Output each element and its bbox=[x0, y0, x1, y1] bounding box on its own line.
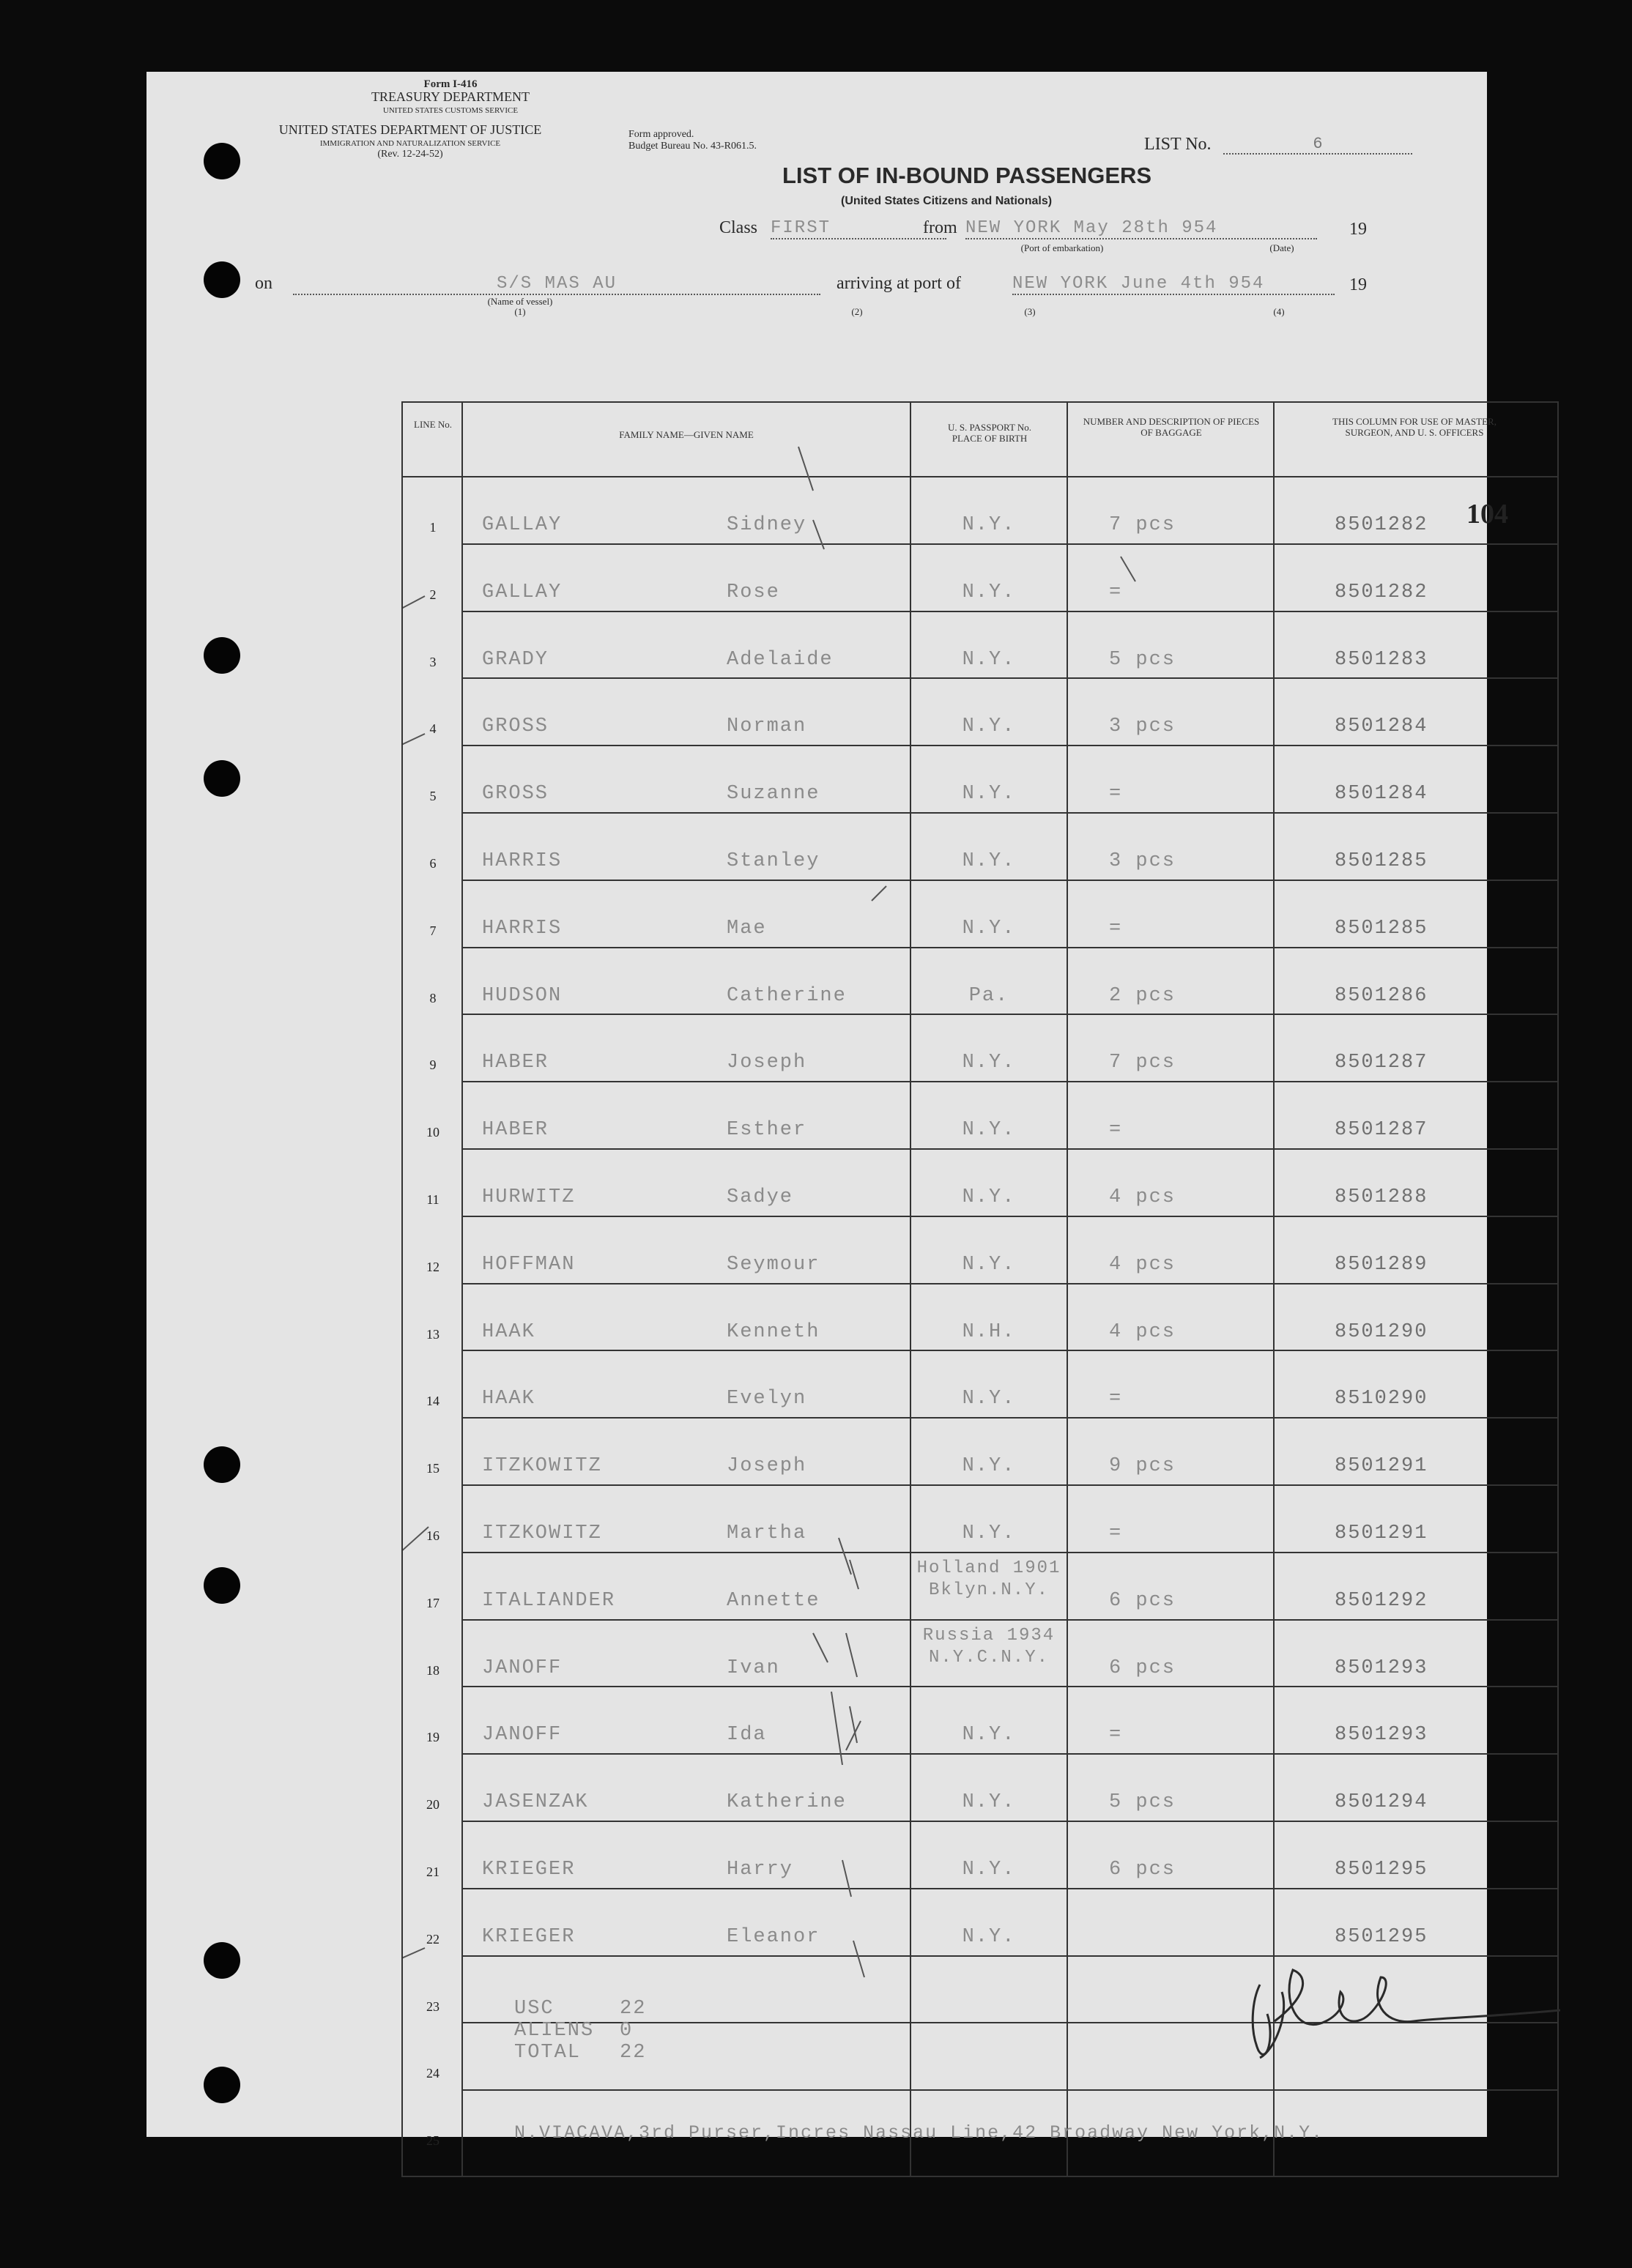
given-name: Kenneth bbox=[727, 1320, 820, 1343]
place-of-birth: N.Y. bbox=[962, 1253, 1016, 1276]
department-of-justice: UNITED STATES DEPARTMENT OF JUSTICE bbox=[278, 122, 542, 137]
line-number: 20 bbox=[426, 1797, 439, 1812]
document-page bbox=[146, 72, 1508, 2149]
line-number: 14 bbox=[426, 1394, 439, 1409]
given-name: Eleanor bbox=[727, 1925, 820, 1948]
line-number: 18 bbox=[426, 1662, 439, 1678]
binder-hole bbox=[204, 1567, 240, 1604]
line-number: 11 bbox=[426, 1192, 439, 1207]
line-number: 25 bbox=[426, 2133, 439, 2149]
footer-purser-line: N.VIACAVA,3rd Purser,Incres Nassau Line,42 Broadway New York,N.Y. bbox=[514, 2122, 1324, 2144]
place-of-birth: N.Y. bbox=[962, 783, 1016, 806]
line-number: 16 bbox=[426, 1528, 439, 1543]
line-number: 7 bbox=[429, 923, 437, 938]
given-name: Harry bbox=[727, 1859, 794, 1881]
family-name: ITZKOWITZ bbox=[482, 1522, 602, 1544]
baggage-count: = bbox=[1109, 1388, 1123, 1410]
class-label: Class bbox=[719, 218, 758, 237]
header-name: FAMILY NAME—GIVEN NAME bbox=[619, 429, 754, 440]
given-name: Suzanne bbox=[727, 783, 820, 806]
family-name: HAAK bbox=[482, 1388, 535, 1410]
given-name: Ida bbox=[727, 1724, 767, 1747]
officer-code: 8501291 bbox=[1335, 1522, 1428, 1544]
binder-hole bbox=[204, 1942, 240, 1979]
baggage-count: 5 pcs bbox=[1109, 1791, 1176, 1814]
aliens-value: 0 bbox=[620, 2020, 634, 2042]
line-number: 10 bbox=[426, 1125, 439, 1140]
place-of-birth: N.Y. bbox=[962, 1388, 1016, 1410]
family-name: HABER bbox=[482, 1052, 549, 1074]
place-of-birth: N.Y. bbox=[962, 1186, 1016, 1208]
family-name: ITALIANDER bbox=[482, 1589, 616, 1612]
place-of-birth: N.Y. bbox=[962, 1925, 1016, 1948]
header-officers: THIS COLUMN FOR USE OF MASTER, SURGEON, AND U. S. OFFICERS bbox=[1332, 416, 1496, 438]
family-name: GALLAY bbox=[482, 581, 563, 603]
line-number: 8 bbox=[429, 990, 437, 1005]
officer-code: 8501283 bbox=[1335, 648, 1428, 671]
aliens-label: ALIENS bbox=[514, 2020, 595, 2042]
place-of-birth: N.Y. bbox=[962, 581, 1016, 603]
given-name: Adelaide bbox=[727, 648, 834, 671]
family-name: GRADY bbox=[482, 648, 549, 671]
baggage-count: 4 pcs bbox=[1109, 1320, 1176, 1343]
total-value: 22 bbox=[620, 2042, 647, 2064]
family-name: KRIEGER bbox=[482, 1925, 576, 1948]
from-value: NEW YORK May 28th 954 bbox=[965, 218, 1317, 239]
officer-code: 8501285 bbox=[1335, 917, 1428, 940]
officer-code: 8501282 bbox=[1335, 514, 1428, 536]
header-line-no: LINE No. bbox=[414, 419, 452, 430]
family-name: GROSS bbox=[482, 715, 549, 738]
officer-code: 8510290 bbox=[1335, 1388, 1428, 1410]
place-of-birth: N.Y. bbox=[962, 1522, 1016, 1544]
line-number: 21 bbox=[426, 1864, 439, 1879]
line-number: 1 bbox=[429, 520, 437, 535]
given-name: Evelyn bbox=[727, 1388, 807, 1410]
given-name: Sadye bbox=[727, 1186, 794, 1208]
line-number: 23 bbox=[426, 1999, 439, 2014]
line-number: 5 bbox=[429, 789, 437, 804]
officer-code: 8501295 bbox=[1335, 1859, 1428, 1881]
from-label: from bbox=[923, 218, 957, 237]
baggage-count: 4 pcs bbox=[1109, 1253, 1176, 1276]
baggage-count: = bbox=[1109, 581, 1123, 603]
line-number: 9 bbox=[429, 1057, 437, 1073]
officer-code: 8501292 bbox=[1335, 1589, 1428, 1612]
place-of-birth: N.Y. bbox=[962, 1455, 1016, 1478]
officer-code: 8501295 bbox=[1335, 1925, 1428, 1948]
from-year-label: 19 bbox=[1349, 220, 1367, 239]
baggage-count: 9 pcs bbox=[1109, 1455, 1176, 1478]
signature-mark bbox=[1253, 1985, 1270, 2054]
given-name: Mae bbox=[727, 917, 767, 940]
line-number: 13 bbox=[426, 1326, 439, 1342]
line-number: 19 bbox=[426, 1730, 439, 1745]
officer-code: 8501287 bbox=[1335, 1052, 1428, 1074]
arriving-year-label: 19 bbox=[1349, 275, 1367, 294]
binder-hole bbox=[204, 143, 240, 179]
officer-code: 8501285 bbox=[1335, 850, 1428, 872]
place-of-birth: N.Y. bbox=[962, 1052, 1016, 1074]
family-name: HUDSON bbox=[482, 984, 563, 1007]
family-name: HAAK bbox=[482, 1320, 535, 1343]
family-name: GALLAY bbox=[482, 514, 563, 536]
col-num-1: (1) bbox=[514, 306, 526, 317]
given-name: Stanley bbox=[727, 850, 820, 872]
given-name: Catherine bbox=[727, 984, 847, 1007]
officer-code: 8501286 bbox=[1335, 984, 1428, 1007]
col-num-4: (4) bbox=[1273, 306, 1285, 317]
customs-service: UNITED STATES CUSTOMS SERVICE bbox=[382, 106, 519, 115]
line-number: 17 bbox=[426, 1595, 439, 1610]
place-of-birth: N.Y. bbox=[962, 648, 1016, 671]
arriving-value: NEW YORK June 4th 954 bbox=[1012, 274, 1335, 295]
arriving-label: arriving at port of bbox=[837, 274, 961, 293]
family-name: ITZKOWITZ bbox=[482, 1455, 602, 1478]
immigration-service: IMMIGRATION AND NATURALIZATION SERVICE bbox=[319, 139, 501, 148]
list-number-value: 6 bbox=[1223, 135, 1412, 155]
given-name: Martha bbox=[727, 1522, 807, 1544]
form-approved: Form approved. bbox=[628, 129, 694, 140]
officer-code: 8501291 bbox=[1335, 1455, 1428, 1478]
page-title: LIST OF IN-BOUND PASSENGERS bbox=[782, 163, 1152, 188]
family-name: HURWITZ bbox=[482, 1186, 576, 1208]
binder-hole bbox=[204, 637, 240, 674]
header-baggage: NUMBER AND DESCRIPTION OF PIECES OF BAGGAGE bbox=[1083, 416, 1260, 438]
total-label: TOTAL bbox=[514, 2042, 582, 2064]
usc-value: 22 bbox=[620, 1998, 647, 2020]
place-of-birth: N.Y. bbox=[962, 1119, 1016, 1142]
line-number: 15 bbox=[426, 1461, 439, 1476]
officer-code: 8501290 bbox=[1335, 1320, 1428, 1343]
baggage-count: = bbox=[1109, 1522, 1123, 1544]
family-name: KRIEGER bbox=[482, 1859, 576, 1881]
family-name: JANOFF bbox=[482, 1657, 563, 1679]
family-name: HABER bbox=[482, 1119, 549, 1142]
treasury-department: TREASURY DEPARTMENT bbox=[371, 89, 530, 104]
line-number: 6 bbox=[429, 856, 437, 871]
family-name: HARRIS bbox=[482, 850, 563, 872]
baggage-count: 3 pcs bbox=[1109, 850, 1176, 872]
line-number: 4 bbox=[429, 721, 437, 737]
officer-code: 8501293 bbox=[1335, 1657, 1428, 1679]
list-number-label: LIST No. bbox=[1144, 135, 1212, 154]
baggage-count: 4 pcs bbox=[1109, 1186, 1176, 1208]
place-of-birth: N.H. bbox=[962, 1320, 1016, 1343]
passenger-table bbox=[401, 401, 1559, 2177]
officer-code: 8501288 bbox=[1335, 1186, 1428, 1208]
given-name: Annette bbox=[727, 1589, 820, 1612]
usc-label: USC bbox=[514, 1998, 554, 2020]
officer-code: 8501284 bbox=[1335, 715, 1428, 738]
on-label: on bbox=[255, 274, 272, 293]
given-name: Seymour bbox=[727, 1253, 820, 1276]
officer-code: 8501287 bbox=[1335, 1119, 1428, 1142]
given-name: Joseph bbox=[727, 1052, 807, 1074]
baggage-count: 6 pcs bbox=[1109, 1859, 1176, 1881]
line-number: 22 bbox=[426, 1931, 439, 1947]
place-of-birth: Russia 1934 N.Y.C.N.Y. bbox=[922, 1625, 1056, 1667]
place-of-birth: N.Y. bbox=[962, 850, 1016, 872]
officer-code: 8501293 bbox=[1335, 1724, 1428, 1747]
line-number: 24 bbox=[426, 2066, 439, 2081]
officer-code: 8501284 bbox=[1335, 783, 1428, 806]
place-of-birth: N.Y. bbox=[962, 1859, 1016, 1881]
family-name: HOFFMAN bbox=[482, 1253, 576, 1276]
handwritten-marks bbox=[403, 403, 1560, 2179]
baggage-count: = bbox=[1109, 783, 1123, 806]
place-of-birth: N.Y. bbox=[962, 1724, 1016, 1747]
family-name: GROSS bbox=[482, 783, 549, 806]
place-of-birth: N.Y. bbox=[962, 917, 1016, 940]
vessel-value: S/S MAS AU bbox=[293, 274, 820, 295]
baggage-count: 7 pcs bbox=[1109, 514, 1176, 536]
baggage-count: = bbox=[1109, 1119, 1123, 1142]
baggage-count: 2 pcs bbox=[1109, 984, 1176, 1007]
baggage-count: 6 pcs bbox=[1109, 1657, 1176, 1679]
binder-hole bbox=[204, 760, 240, 797]
officer-code: 8501282 bbox=[1335, 581, 1428, 603]
line-number: 3 bbox=[429, 654, 437, 669]
baggage-count: = bbox=[1109, 1724, 1123, 1747]
budget-bureau: Budget Bureau No. 43-R061.5. bbox=[628, 141, 757, 152]
revision-date: (Rev. 12-24-52) bbox=[377, 149, 443, 160]
line-number: 2 bbox=[429, 587, 437, 602]
given-name: Norman bbox=[727, 715, 807, 738]
place-of-birth: Pa. bbox=[968, 984, 1009, 1007]
binder-hole bbox=[204, 1446, 240, 1483]
place-of-birth: N.Y. bbox=[962, 514, 1016, 536]
given-name: Ivan bbox=[727, 1657, 780, 1679]
line-number: 12 bbox=[426, 1259, 439, 1274]
form-number: Form I-416 bbox=[423, 78, 478, 90]
officer-code: 8501294 bbox=[1335, 1791, 1428, 1814]
baggage-count: 7 pcs bbox=[1109, 1052, 1176, 1074]
given-name: Rose bbox=[727, 581, 780, 603]
baggage-count: 6 pcs bbox=[1109, 1589, 1176, 1612]
date-caption: (Date) bbox=[1269, 242, 1294, 253]
family-name: JASENZAK bbox=[482, 1791, 589, 1814]
binder-hole bbox=[204, 2067, 240, 2103]
stamp-number: 104 bbox=[1466, 499, 1508, 529]
col-num-2: (2) bbox=[851, 306, 863, 317]
col-num-3: (3) bbox=[1024, 306, 1036, 317]
family-name: HARRIS bbox=[482, 917, 563, 940]
vessel-caption: (Name of vessel) bbox=[487, 296, 553, 307]
class-value: FIRST bbox=[771, 218, 946, 239]
port-embarkation-caption: (Port of embarkation) bbox=[1020, 242, 1104, 253]
officer-code: 8501289 bbox=[1335, 1253, 1428, 1276]
header-passport: U. S. PASSPORT No. PLACE OF BIRTH bbox=[947, 422, 1032, 444]
given-name: Joseph bbox=[727, 1455, 807, 1478]
place-of-birth: N.Y. bbox=[962, 715, 1016, 738]
place-of-birth: Holland 1901 Bklyn.N.Y. bbox=[916, 1558, 1061, 1600]
baggage-count: 5 pcs bbox=[1109, 648, 1176, 671]
given-name: Katherine bbox=[727, 1791, 847, 1814]
baggage-count: 3 pcs bbox=[1109, 715, 1176, 738]
page-subtitle: (United States Citizens and Nationals) bbox=[841, 195, 1053, 207]
given-name: Esther bbox=[727, 1119, 807, 1142]
given-name: Sidney bbox=[727, 514, 807, 536]
family-name: JANOFF bbox=[482, 1724, 563, 1747]
binder-hole bbox=[204, 261, 240, 298]
place-of-birth: N.Y. bbox=[962, 1791, 1016, 1814]
baggage-count: = bbox=[1109, 917, 1123, 940]
